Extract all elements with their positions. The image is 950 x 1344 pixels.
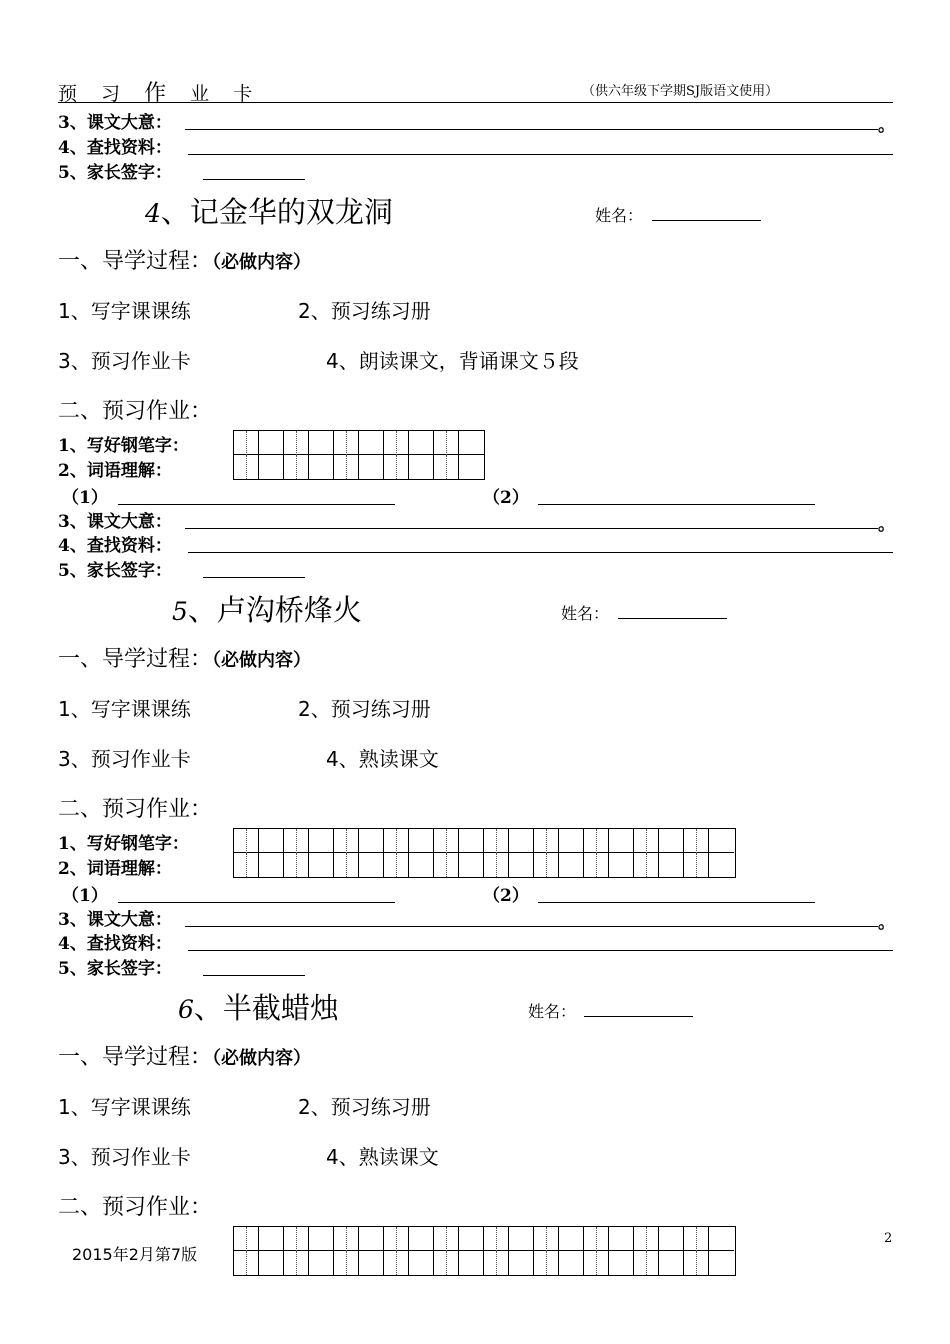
grid-guide-line (346, 829, 347, 853)
name-line[interactable] (652, 220, 761, 221)
grid-guide-line (246, 853, 247, 877)
grid-cell[interactable] (659, 1227, 684, 1251)
grid-guide-line (246, 829, 247, 853)
grid-cell[interactable] (359, 853, 384, 877)
grid-guide-line (646, 853, 647, 877)
guide-item: 1、写字课课练 (58, 697, 191, 721)
parent-signature-line[interactable] (203, 577, 305, 578)
guide-item: 2、预习练习册 (298, 1095, 431, 1119)
grid-cell[interactable] (359, 431, 384, 455)
grid-cell[interactable] (259, 829, 284, 853)
lesson-number: 6 (178, 995, 194, 1024)
grid-cell[interactable] (559, 853, 584, 877)
parent-signature-label: 5、家长签字： (58, 163, 172, 183)
card-title-part: 业 卡 (190, 83, 262, 105)
lesson-name: 、记金华的双龙洞 (160, 195, 393, 229)
grid-cell[interactable] (309, 1227, 334, 1251)
grid-guide-line (396, 1227, 397, 1251)
grid-guide-line (446, 1251, 447, 1275)
grid-guide-line (646, 1227, 647, 1251)
vocab-item-1-line[interactable] (118, 902, 395, 903)
lesson-title (178, 986, 339, 1027)
grid-cell[interactable] (259, 455, 284, 479)
grid-cell[interactable] (609, 1251, 634, 1275)
grid-cell[interactable] (409, 853, 434, 877)
header-rule (58, 102, 893, 103)
grid-cell[interactable] (559, 1251, 584, 1275)
grid-guide-line (696, 1227, 697, 1251)
grid-guide-line (296, 455, 297, 479)
research-label: 4、查找资料： (58, 138, 172, 158)
name-label: 姓名： (595, 206, 644, 225)
grid-guide-line (246, 1227, 247, 1251)
guide-item: 2、预习练习册 (298, 299, 431, 323)
guide-heading-text: 一、导学过程： (58, 647, 213, 672)
lesson-title (172, 588, 362, 629)
grid-guide-line (396, 829, 397, 853)
research-line[interactable] (188, 552, 893, 553)
usage-note: （供六年级下学期SJ版语文使用） (582, 84, 779, 99)
name-line[interactable] (618, 618, 727, 619)
summary-end: 。 (878, 515, 895, 535)
grid-guide-line (496, 1227, 497, 1251)
grid-cell[interactable] (409, 829, 434, 853)
grid-cell[interactable] (509, 1251, 534, 1275)
guide-note: （必做内容） (212, 1048, 312, 1069)
guide-item: 3、预习作业卡 (58, 747, 191, 771)
lesson-number: 4 (145, 199, 161, 228)
parent-signature-line[interactable] (203, 179, 305, 180)
grid-cell[interactable] (409, 431, 434, 455)
grid-guide-line (246, 431, 247, 455)
grid-guide-line (446, 853, 447, 877)
grid-guide-line (646, 829, 647, 853)
grid-guide-line (496, 829, 497, 853)
grid-cell[interactable] (709, 853, 734, 877)
summary-end: 。 (878, 913, 895, 933)
grid-cell[interactable] (559, 829, 584, 853)
research-label: 4、查找资料： (58, 934, 172, 954)
guide-item: 1、写字课课练 (58, 299, 191, 323)
page-number: 2 (884, 1231, 893, 1246)
guide-item: 3、预习作业卡 (58, 1145, 191, 1169)
handwriting-grid[interactable] (233, 1226, 736, 1276)
research-line[interactable] (188, 950, 893, 951)
grid-guide-line (546, 853, 547, 877)
guide-heading-text: 一、导学过程： (58, 1045, 213, 1070)
grid-cell[interactable] (659, 1251, 684, 1275)
grid-cell[interactable] (259, 431, 284, 455)
grid-cell[interactable] (509, 853, 534, 877)
grid-guide-line (296, 431, 297, 455)
grid-guide-line (546, 829, 547, 853)
name-label: 姓名： (561, 604, 610, 623)
summary-line[interactable] (185, 926, 878, 927)
grid-guide-line (546, 1251, 547, 1275)
grid-guide-line (296, 1251, 297, 1275)
grid-cell[interactable] (709, 1227, 734, 1251)
handwriting-grid[interactable] (233, 828, 736, 878)
summary-label: 3、课文大意： (58, 113, 172, 133)
vocab-item-2-label: （2） (483, 488, 529, 508)
grid-guide-line (296, 853, 297, 877)
grid-guide-line (346, 853, 347, 877)
homework-heading: 二、预习作业： (58, 399, 213, 424)
guide-heading (58, 1040, 311, 1071)
grid-guide-line (296, 1227, 297, 1251)
grid-guide-line (246, 1251, 247, 1275)
grid-cell[interactable] (359, 1251, 384, 1275)
vocab-item-1-label: （1） (62, 886, 108, 906)
grid-cell[interactable] (459, 431, 484, 455)
grid-guide-line (696, 829, 697, 853)
vocab-item-1-label: （1） (62, 488, 108, 508)
guide-heading (58, 642, 311, 673)
grid-cell[interactable] (709, 829, 734, 853)
parent-signature-line[interactable] (203, 975, 305, 976)
lesson-name: 、半截蜡烛 (193, 991, 339, 1025)
vocab-item-1-line[interactable] (118, 504, 395, 505)
grid-guide-line (646, 1251, 647, 1275)
summary-label: 3、课文大意： (58, 512, 172, 532)
grid-guide-line (296, 829, 297, 853)
grid-guide-line (596, 1251, 597, 1275)
summary-label: 3、课文大意： (58, 910, 172, 930)
card-title-part: 预 习 (58, 83, 130, 105)
guide-item: 4、朗读课文，背诵课文５段 (326, 349, 579, 373)
guide-note: （必做内容） (212, 650, 312, 671)
card-title-part: 作 (144, 81, 176, 106)
lesson-number: 5 (172, 597, 188, 626)
grid-cell[interactable] (509, 1227, 534, 1251)
grid-cell[interactable] (459, 853, 484, 877)
grid-guide-line (346, 1251, 347, 1275)
handwriting-label: 1、写好钢笔字： (58, 834, 189, 854)
grid-cell[interactable] (509, 829, 534, 853)
grid-guide-line (696, 1251, 697, 1275)
handwriting-label: 1、写好钢笔字： (58, 436, 189, 456)
summary-end: 。 (878, 116, 895, 136)
grid-guide-line (446, 431, 447, 455)
grid-guide-line (596, 853, 597, 877)
grid-cell[interactable] (309, 455, 334, 479)
grid-cell[interactable] (409, 1227, 434, 1251)
grid-cell[interactable] (309, 829, 334, 853)
research-line[interactable] (188, 154, 893, 155)
parent-signature-label: 5、家长签字： (58, 561, 172, 581)
grid-guide-line (396, 431, 397, 455)
grid-cell[interactable] (459, 455, 484, 479)
vocab-item-2-line[interactable] (538, 902, 815, 903)
guide-item: 4、熟读课文 (326, 1145, 439, 1169)
vocabulary-label: 2、词语理解： (58, 461, 172, 481)
research-label: 4、查找资料： (58, 536, 172, 556)
grid-cell[interactable] (609, 829, 634, 853)
guide-item: 2、预习练习册 (298, 697, 431, 721)
grid-cell[interactable] (609, 853, 634, 877)
edition-note: 2015年2月第7版 (72, 1242, 197, 1265)
name-label: 姓名： (528, 1002, 577, 1021)
grid-guide-line (496, 853, 497, 877)
summary-line[interactable] (185, 528, 878, 529)
grid-guide-line (446, 1227, 447, 1251)
handwriting-grid[interactable] (233, 430, 485, 480)
grid-guide-line (396, 455, 397, 479)
grid-guide-line (596, 1227, 597, 1251)
grid-cell[interactable] (409, 455, 434, 479)
grid-cell[interactable] (659, 853, 684, 877)
homework-heading: 二、预习作业： (58, 797, 213, 822)
grid-guide-line (396, 853, 397, 877)
grid-guide-line (446, 829, 447, 853)
grid-cell[interactable] (609, 1227, 634, 1251)
vocab-item-2-line[interactable] (538, 504, 815, 505)
grid-cell[interactable] (259, 1251, 284, 1275)
grid-guide-line (346, 431, 347, 455)
guide-note: （必做内容） (212, 252, 312, 273)
guide-heading-text: 一、导学过程： (58, 249, 213, 274)
homework-heading: 二、预习作业： (58, 1195, 213, 1220)
grid-guide-line (346, 1227, 347, 1251)
guide-item: 1、写字课课练 (58, 1095, 191, 1119)
vocab-item-2-label: （2） (483, 886, 529, 906)
grid-guide-line (596, 829, 597, 853)
grid-guide-line (496, 1251, 497, 1275)
guide-item: 4、熟读课文 (326, 747, 439, 771)
grid-guide-line (396, 1251, 397, 1275)
grid-guide-line (346, 455, 347, 479)
grid-cell[interactable] (459, 1251, 484, 1275)
grid-cell[interactable] (309, 1251, 334, 1275)
grid-cell[interactable] (259, 1227, 284, 1251)
grid-guide-line (546, 1227, 547, 1251)
lesson-title (145, 190, 393, 231)
grid-cell[interactable] (709, 1251, 734, 1275)
guide-heading (58, 244, 311, 275)
grid-cell[interactable] (459, 829, 484, 853)
grid-cell[interactable] (459, 1227, 484, 1251)
name-line[interactable] (584, 1016, 693, 1017)
grid-cell[interactable] (359, 1227, 384, 1251)
grid-cell[interactable] (559, 1227, 584, 1251)
guide-item: 3、预习作业卡 (58, 349, 191, 373)
lesson-name: 、卢沟桥烽火 (187, 593, 362, 627)
grid-cell[interactable] (359, 455, 384, 479)
grid-cell[interactable] (309, 431, 334, 455)
grid-guide-line (246, 455, 247, 479)
parent-signature-label: 5、家长签字： (58, 959, 172, 979)
summary-line[interactable] (185, 129, 878, 130)
grid-cell[interactable] (359, 829, 384, 853)
grid-cell[interactable] (659, 829, 684, 853)
grid-cell[interactable] (409, 1251, 434, 1275)
grid-guide-line (446, 455, 447, 479)
grid-cell[interactable] (309, 853, 334, 877)
vocabulary-label: 2、词语理解： (58, 859, 172, 879)
grid-cell[interactable] (259, 853, 284, 877)
grid-guide-line (696, 853, 697, 877)
